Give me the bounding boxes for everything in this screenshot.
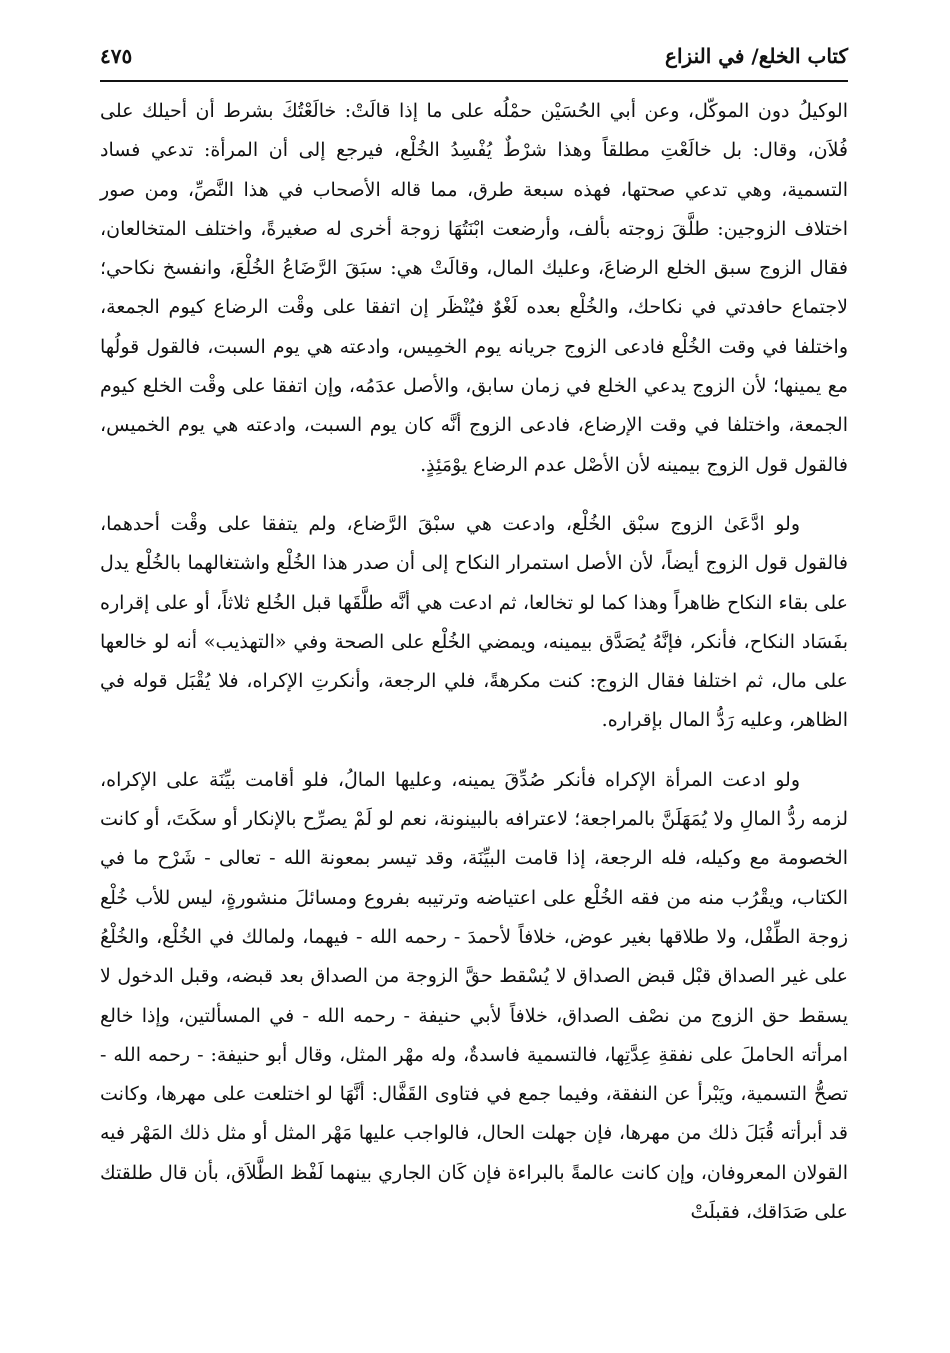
paragraph: الوكيلُ دون الموكّل، وعن أبي الحُسَيْن حمْلُه على ما إذا قالَتْ: خالَعْتُكَ بشرط أن أحيلك على فُلاَن، وقال: بل خالَعْتِ مطلقاً وهذا شرْطٌ يُفْسِدُ الخُلْع، فيرجع إلى أن المرأة: تدعي فساد التسمية، وهي تدعي صحتها، فهذه سبعة طرق، مما قاله الأصحاب في هذا النَّصِّ، ومن صور اختلاف الزوجين: طلَّقَ زوجته بألف، وأرضعت ابْنَتُهَا زوجة أخرى له صغيرةً، واختلف المتخالعان، فقال الزوج سبق الخلع الرضاعَ، وعليك المال، وقالَتْ هي: سبَقَ الرَّضَاعُ الخُلْعَ، وانفسخ نكاحي؛ لاجتماع حافدتي في نكاحك، والخُلْع بعده لَغْوٌ فيُنْظَر إن اتفقا على وقْت الرضاع كيوم الجمعة، واختلفا في وقت الخُلْع فادعى الزوج جريانه يوم الخمِيس، وادعته هي يوم السبت، فالقول قولُها مع يمينها؛ لأن الزوج يدعي الخلع في زمان سابق، والأصل عدَمُه، وإن اتفقا على وقْت الخلع كيوم الجمعة، واختلفا في وقت الإرضاع، فادعى الزوج أنَّه كان يوم السبت، وادعته هي يوم الخميس، فالقول قول الزوج بيمينه لأن الأصْل عدم الرضاع يوْمَئِذٍ. xyxy=(100,100,848,476)
page-number: ٤٧٥ xyxy=(100,44,133,68)
header-divider xyxy=(100,80,848,82)
paragraph: ولو ادَّعَىٰ الزوج سبْق الخُلْع، وادعت هي سبْقَ الرَّضاع، ولم يتفقا على وقْت أحدهما، فالقول قول الزوج أيضاً، لأن الأصل استمرار النكاح إلى أن صدر هذا الخُلْع واشتغالهما بالخُلْع يدل على بقاء النكاح ظاهراً وهذا كما لو تخالعا، ثم ادعت هي أنَّه طلَّقَها قبل الخُلع ثلاثاً، أو على إقراره بفَسَاد النكاح، فأنكر، فإنَّهُ يُصَدَّق بيمينه، ويمضي الخُلْع على الصحة وفي «التهذيب» أنه لو خالعها على مال، ثم اختلفا فقال الزوج: كنت مكرهةً، فلي الرجعة، وأنكرتِ الإكراه، فلا يُقْبَل قوله في الظاهر، وعليه رَدُّ المال بإقراره. xyxy=(100,512,848,732)
running-header xyxy=(100,38,848,78)
chapter-title: كتاب الخلع/ في النزاع xyxy=(665,44,848,68)
page-body xyxy=(100,92,848,1232)
paragraph: ولو ادعت المرأة الإكراه فأنكر صُدِّقَ يمينه، وعليها المالُ، فلو أقامت بيِّنَة على الإكراه، لزمه ردُّ المالِ ولا يُمَهَلَنَّ بالمراجعة؛ لاعترافه بالبينونة، نعم لو لَمْ يصرِّح بالإنكار أو سكَتَ، أو كانت الخصومة مع وكيله، فله الرجعة، إذا قامت البيِّنَة، وقد تيسر بمعونة الله - تعالى - شَرْح ما في الكتاب، ويقْرُب منه من فقه الخُلْع على اعتياضه وترتيبه بفروع ومسائلَ منشورةٍ، ليس للأب خُلْع زوجة الطِّفْل، ولا طلاقها بغير عوض، خلافاً لأحمدَ - رحمه الله - فيهما، ولمالك في الخُلْع، والخُلْعُ على غير الصداق قبْل قبض الصداق لا يُسْقط حقَّ الزوجة من الصداق بعد قبضه، وقبل الدخول لا يسقط حق الزوج من نصْف الصداق، خلافاً لأبي حنيفة - رحمه الله - في المسألتين، وإذا خالع امرأته الحاملَ على نفقةِ عِدَّتِها، فالتسمية فاسدةٌ، وله مهْر المثل، وقال أبو حنيفة: - رحمه الله - تصحُّ التسمية، ويَبْرأ عن النفقة، وفيما جمع في فتاوى القَفَّال: أنَّهَا لو اختلعت على مهرها، وكانت قد أبرأته قُبَلَ ذلك من مهرها، فإن جهلت الحال، فالواجب عليها مَهْر المثل أو مثل ذلك المَهْر فيه القولان المعروفان، وإن كانت عالمةً بالبراءة فإن كَان الجاري بينهما لَفْظ الطَّلاَق، بأن قال طلقتك على صَدَاقك، فقبلَتْ xyxy=(100,768,848,1224)
